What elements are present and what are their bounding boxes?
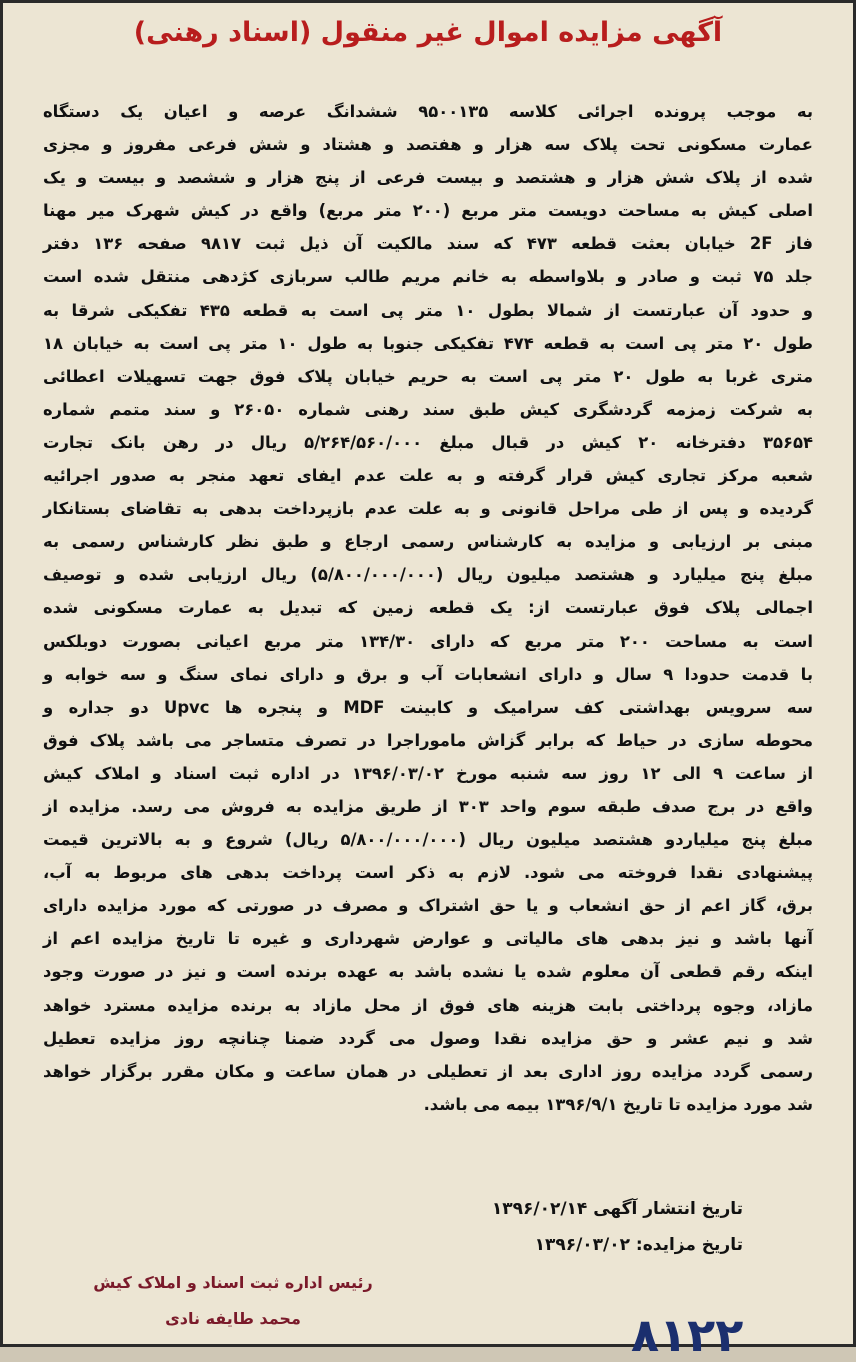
body-line: است به مساحت ۲۰۰ متر مربع که دارای ۱۳۴/۳۰ متر مربع اعیانی بصورت دوبلکس <box>43 631 814 651</box>
body-line: و حدود آن عبارتست از شمالا بطول ۱۰ متر پی است به قطعه ۴۳۵ تفکیکی شرقا به <box>43 300 813 320</box>
body-line: مبلغ پنج میلیارد و هشتصد میلیون ریال (۵/۸۰۰/۰۰۰/۰۰۰) ریال ارزیابی شده و توصیف <box>43 565 813 585</box>
body-line: مبلغ پنج میلیاردو هشتصد میلیون ریال (۵/۸۰۰/۰۰۰/۰۰۰ ریال) شروع و به بالاترین قیمت <box>43 830 813 850</box>
body-line: اجمالی پلاک فوق عبارتست از: یک قطعه زمین که تبدیل به عمارت مسکونی شده <box>43 598 813 618</box>
publish-date: تاریخ انتشار آگهی ۱۳۹۶/۰۲/۱۴ <box>491 1199 743 1219</box>
body-line: مازاد، وجوه پرداختی بابت هزینه های فوق از محل مازاد به برنده مزایده مسترد خواهد <box>43 995 813 1015</box>
body-line: واقع در برج صدف طبقه سوم واحد ۳۰۳ از طریق مزایده به فروش می رسد. مزایده از <box>43 796 813 816</box>
body-line: فاز 2F خیابان بعثت قطعه ۴۷۳ که سند مالکیت آن ذیل ثبت ۹۸۱۷ صفحه ۱۳۶ دفتر <box>43 234 813 254</box>
signature-office: رئیس اداره ثبت اسناد و املاک کیش <box>93 1273 373 1292</box>
body-line: رسمی گردد مزایده روز اداری بعد از تعطیلی در همان ساعت و مکان مقرر برگزار خواهد <box>43 1061 813 1081</box>
body-line: سه سرویس بهداشتی کف سرامیک و کابینت MDF و پنجره ها Upvc دو جداره و <box>43 697 813 717</box>
body-line: شد و نیم عشر و حق مزایده نقدا وصول می گردد ضمنا چنانچه روز مزایده تعطیل <box>43 1028 813 1048</box>
body-line: جلد ۷۵ ثبت و صادر و بلاواسطه به خانم مریم طالب سربازی کژدهی منتقل شده است <box>43 267 813 287</box>
body-line: پیشنهادی نقدا فروخته می شود. لازم به ذکر است پرداخت بدهی های مربوط به آب، <box>43 863 813 883</box>
body-line: شد مورد مزایده تا تاریخ ۱۳۹۶/۹/۱ بیمه می باشد. <box>423 1094 813 1114</box>
body-line: از ساعت ۹ الی ۱۲ روز سه شنبه مورخ ۱۳۹۶/۰۳/۰۲ در اداره ثبت اسناد و املاک کیش <box>43 763 813 783</box>
body-line: آنها باشد و نیز بدهی های مالیاتی و عوارض شهرداری و غیره تا تاریخ مزایده اعم از <box>43 929 813 949</box>
notice-dates <box>492 1191 743 1263</box>
notice-body <box>43 95 813 1121</box>
signature-block <box>43 1265 423 1337</box>
body-line: متری غربا به طول ۲۰ متر پی است به حریم خیابان پلاک فوق جهت تسهیلات اعطائی <box>43 366 813 386</box>
body-line: محوطه سازی در حیاط که برابر گزاش ماموراجرا در تصرف متساجر می باشد پلاک فوق <box>43 730 813 750</box>
notice-title: آگهی مزایده اموال غیر منقول (اسناد رهنی) <box>133 17 723 48</box>
body-line: عمارت مسکونی تحت پلاک سه هزار و هفتصد و هشتاد و شش فرعی مفروز و مجزی <box>43 135 813 155</box>
body-line: برق، گاز اعم از حق انشعاب و یا حق اشتراک و مصرف در صورتی که مورد مزایده دارای <box>43 896 813 916</box>
body-line: به موجب پرونده اجرائی کلاسه ۹۵۰۰۱۳۵ ششدانگ عرصه و اعیان یک دستگاه <box>43 102 813 121</box>
body-line: شده از پلاک شش هزار و هشتصد و بیست فرعی از پنج هزار و ششصد و بیست و یک <box>43 168 813 188</box>
body-line: گردیده و پس از طی مراحل قانونی و به علت عدم بازپرداخت بدهی به تقاضای بستانکار <box>43 499 813 519</box>
auction-date: تاریخ مزایده: ۱۳۹۶/۰۳/۰۲ <box>534 1235 743 1255</box>
body-line: با قدمت حدودا ۹ سال و دارای انشعابات آب و برق و دارای نمای سنگ و سه خوابه و <box>43 664 813 684</box>
body-line: طول ۲۰ متر پی است به قطعه ۴۷۴ تفکیکی جنوبا به طول ۱۰ متر پی است به خیابان ۱۸ <box>43 333 813 353</box>
signature-name: محمد طایفه نادی <box>165 1309 301 1328</box>
body-line: اصلی کیش به مساحت دویست متر مربع (۲۰۰ متر مربع) واقع در کیش شهرک میر مهنا <box>43 201 813 221</box>
handwritten-code: ۸۱۲۲ <box>631 1308 744 1362</box>
body-line: شعبه مرکز تجاری کیش قرار گرفته و به علت عدم ایفای تعهد منجر به صدور اجرائیه <box>43 466 813 486</box>
body-line: اینکه رقم قطعی آن معلوم شده یا نشده باشد به عهده برنده است و نیز در صورت وجود <box>43 962 813 982</box>
body-line: به شرکت زمزمه گردشگری کیش طبق سند رهنی شماره ۲۶۰۵۰ و سند متمم شماره <box>43 399 813 419</box>
body-line: ۳۵۶۵۴ دفترخانه ۲۰ کیش در قبال مبلغ ۵/۲۶۴/۵۶۰/۰۰۰ ریال در رهن بانک تجارت <box>43 432 813 452</box>
body-line: مبنی بر ارزیابی و مزایده به کارشناس رسمی ارجاع و طبق نظر کارشناس رسمی به <box>43 532 813 552</box>
